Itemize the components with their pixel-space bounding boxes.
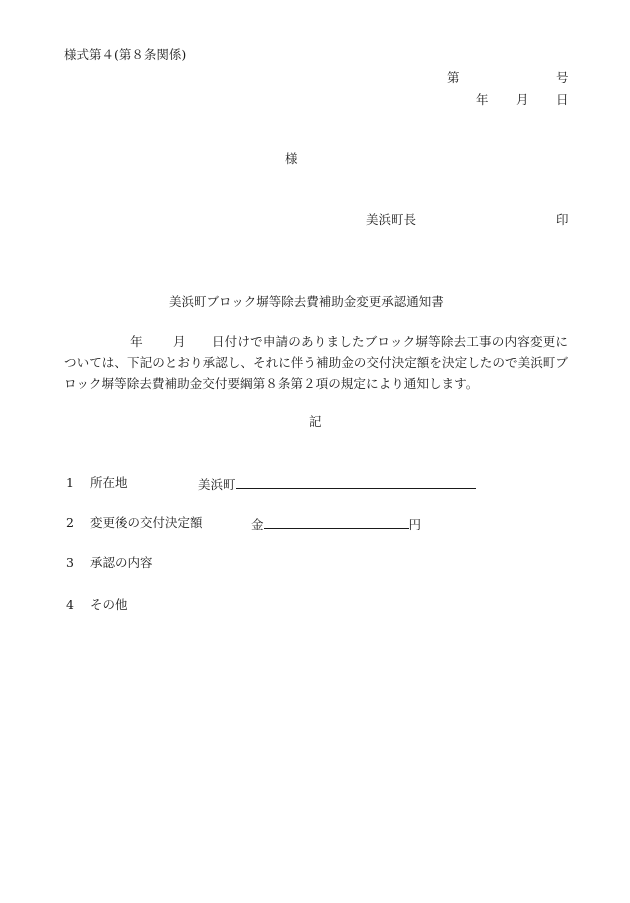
item-1-value [198,475,476,493]
item-1-prefix: 美浜町 [198,477,236,492]
number-suffix: 号 [556,70,569,85]
issuer-title: 美浜町長 [366,212,417,227]
item-4-number: 4 [66,597,74,612]
issuer-seal: 印 [556,212,569,227]
item-2-prefix: 金 [251,517,264,532]
date-month: 月 [516,92,529,107]
ki-heading: 記 [309,414,322,429]
item-2-value [251,515,421,533]
item-1-number: 1 [66,475,74,490]
item-3-label: 承認の内容 [90,555,153,570]
number-prefix: 第 [447,70,460,85]
date-day: 日 [556,92,569,107]
document-title: 美浜町ブロック塀等除去費補助金変更承認通知書 [169,294,444,309]
body-month: 月 [172,334,186,349]
body-year: 年 [130,334,143,349]
item-1-label: 所在地 [90,475,128,490]
item-2-number: 2 [66,515,74,530]
item-4-label: その他 [90,597,128,612]
item-2-suffix: 円 [408,517,422,532]
addressee-honorific: 様 [285,151,298,166]
body-paragraph [64,331,568,394]
body-text: 日付けで申請のありましたブロック塀等除去工事の内容変更については、下記のとおり承認し、それに伴う補助金の交付決定額を決定したので美浜町ブロック塀等除去費補助金交付要綱第８条第２項の規定により通知します。 [64,334,569,391]
form-label: 様式第４(第８条関係) [64,47,187,62]
amount-blank-line [264,515,409,529]
address-blank-line [236,475,476,489]
item-3-number: 3 [66,555,74,570]
date-year: 年 [476,92,489,107]
item-2-label: 変更後の交付決定額 [90,515,203,530]
